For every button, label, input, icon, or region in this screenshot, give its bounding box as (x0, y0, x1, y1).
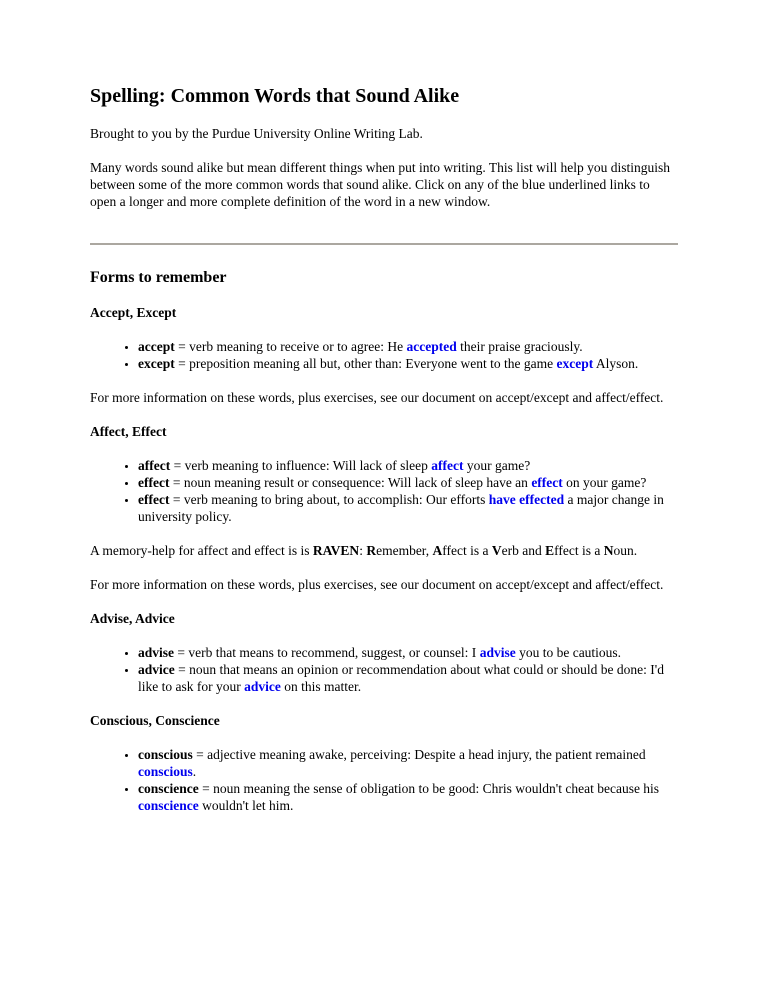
list-item (138, 661, 678, 695)
text-run: = adjective meaning awake, perceiving: Despite a head injury, the patient remained (192, 747, 646, 762)
text-run: Accept, Except (90, 305, 177, 320)
list-item (138, 780, 678, 814)
text-run: erb and (501, 543, 546, 558)
text-run: For more information on these words, plus exercises, see our document on accept/except and affect/effect. (90, 390, 664, 405)
text-run: their praise graciously. (456, 339, 583, 354)
text-run: = verb meaning to bring about, to accomplish: Our efforts (169, 492, 489, 507)
text-run: = verb meaning to receive or to agree: He (174, 339, 407, 354)
text-run: wouldn't let him. (198, 798, 294, 813)
text-run: on this matter. (280, 679, 362, 694)
text-run: your game? (463, 458, 531, 473)
bold-text: E (545, 543, 555, 558)
bold-text: advise (138, 645, 175, 660)
bold-text: R (366, 543, 377, 558)
word-pair-heading-advise-advice (90, 610, 678, 627)
text-run: Spelling: Common Words that Sound Alike (90, 85, 460, 107)
text-run: emember, (376, 543, 433, 558)
byline (90, 125, 678, 142)
bold-text: accept (138, 339, 175, 354)
list-item (138, 644, 678, 661)
text-run: you to be cautious. (515, 645, 622, 660)
text-run: = preposition meaning all but, other than: Everyone went to the game (174, 356, 557, 371)
text-run: : (359, 543, 367, 558)
text-run: . (192, 764, 197, 779)
bold-text: RAVEN (312, 543, 360, 558)
bold-text: affect (138, 458, 171, 473)
text-run: Many words sound alike but mean different things when put into writing. This list will help you distinguish between some of the more common words that sound alike. Click on any of the blue underlined links to open a longer and more complete definition of the word in a new window. (90, 160, 670, 209)
word-link[interactable]: except (556, 356, 594, 371)
word-list-affect-effect (90, 457, 678, 525)
text-run: = noun meaning result or consequence: Will lack of sleep have an (169, 475, 532, 490)
bold-text: effect (138, 492, 170, 507)
word-list-accept-except (90, 338, 678, 372)
text-run: For more information on these words, plus exercises, see our document on accept/except and affect/effect. (90, 577, 664, 592)
bold-text: A (432, 543, 443, 558)
bold-text: conscious (138, 747, 193, 762)
list-item (138, 474, 678, 491)
word-pair-heading-affect-effect (90, 423, 678, 440)
text-run: oun. (613, 543, 638, 558)
text-run: Conscious, Conscience (90, 713, 220, 728)
list-item (138, 491, 678, 525)
section-heading-forms-to-remember (90, 268, 678, 287)
more-info-paragraph-1 (90, 389, 678, 406)
text-run: = noun meaning the sense of obligation to be good: Chris wouldn't cheat because his (198, 781, 660, 796)
text-run: Affect, Effect (90, 424, 167, 439)
word-list-advise-advice (90, 644, 678, 695)
text-run: a major change in university policy. (138, 492, 664, 524)
word-link[interactable]: accepted (406, 339, 457, 354)
word-link[interactable]: conscious (138, 764, 193, 779)
bold-text: advice (138, 662, 175, 677)
word-list-conscious-conscience (90, 746, 678, 814)
section-divider (90, 243, 678, 245)
bold-text: effect (138, 475, 170, 490)
bold-text: except (138, 356, 175, 371)
text-run: Forms to remember (90, 269, 227, 286)
word-pair-heading-accept-except (90, 304, 678, 321)
text-run: = verb that means to recommend, suggest, or counsel: I (174, 645, 480, 660)
text-run: Advise, Advice (90, 611, 175, 626)
word-link[interactable]: advise (479, 645, 516, 660)
text-run: ffect is a (442, 543, 492, 558)
bold-text: V (491, 543, 502, 558)
list-item (138, 746, 678, 780)
more-info-paragraph-2 (90, 576, 678, 593)
text-run: on your game? (562, 475, 647, 490)
word-link[interactable]: conscience (138, 798, 199, 813)
text-run: Alyson. (593, 356, 639, 371)
intro-paragraph (90, 159, 678, 210)
page-title (90, 84, 678, 108)
text-run: A memory-help for affect and effect is is (90, 543, 313, 558)
word-link[interactable]: advice (244, 679, 281, 694)
text-run: Brought to you by the Purdue University Online Writing Lab. (90, 126, 423, 141)
bold-text: conscience (138, 781, 199, 796)
text-run: = verb meaning to influence: Will lack of sleep (170, 458, 432, 473)
text-run: = noun that means an opinion or recommendation about what could or should be done: I'd like to ask for your (138, 662, 664, 694)
word-link[interactable]: affect (431, 458, 464, 473)
bold-text: N (603, 543, 614, 558)
word-link[interactable]: have effected (488, 492, 565, 507)
word-link[interactable]: effect (531, 475, 563, 490)
list-item (138, 457, 678, 474)
text-run: ffect is a (554, 543, 604, 558)
list-item (138, 338, 678, 355)
raven-memory-help (90, 542, 678, 559)
word-pair-heading-conscious-conscience (90, 712, 678, 729)
list-item (138, 355, 678, 372)
document-content (90, 84, 678, 814)
